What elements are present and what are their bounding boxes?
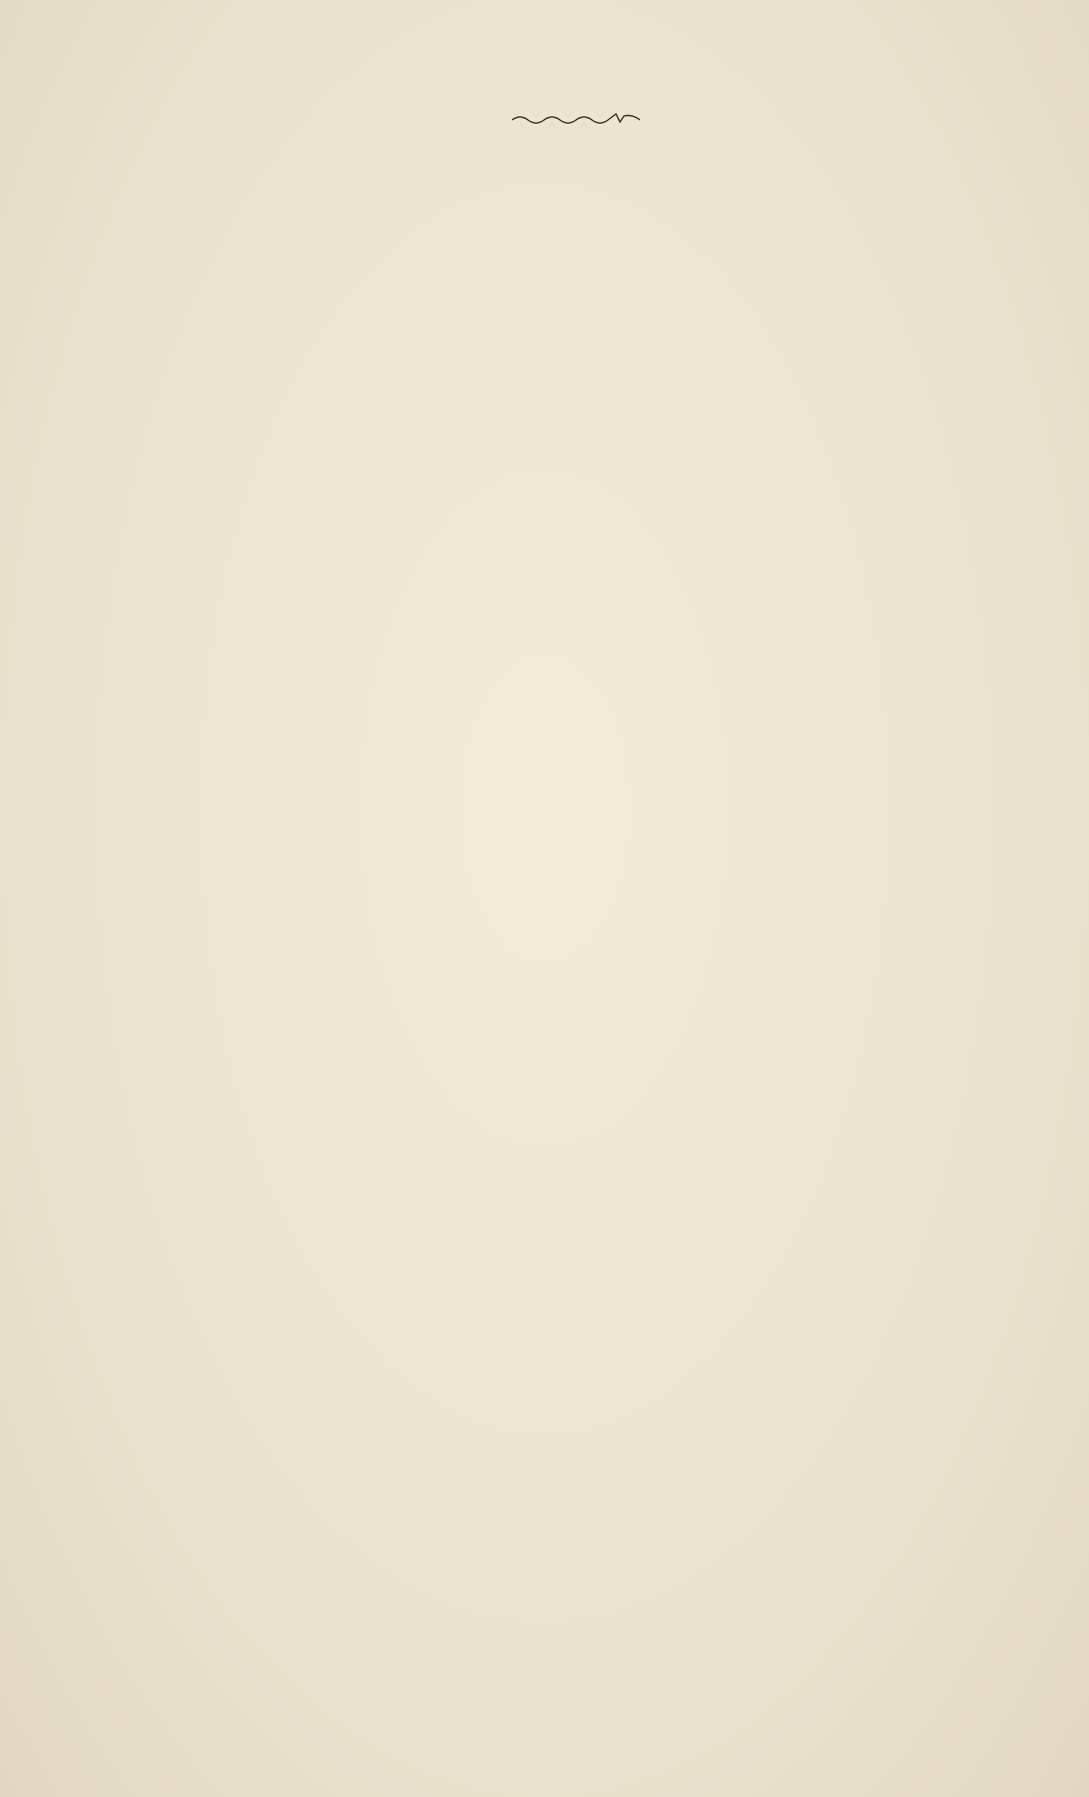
ornament-divider: [512, 112, 640, 124]
